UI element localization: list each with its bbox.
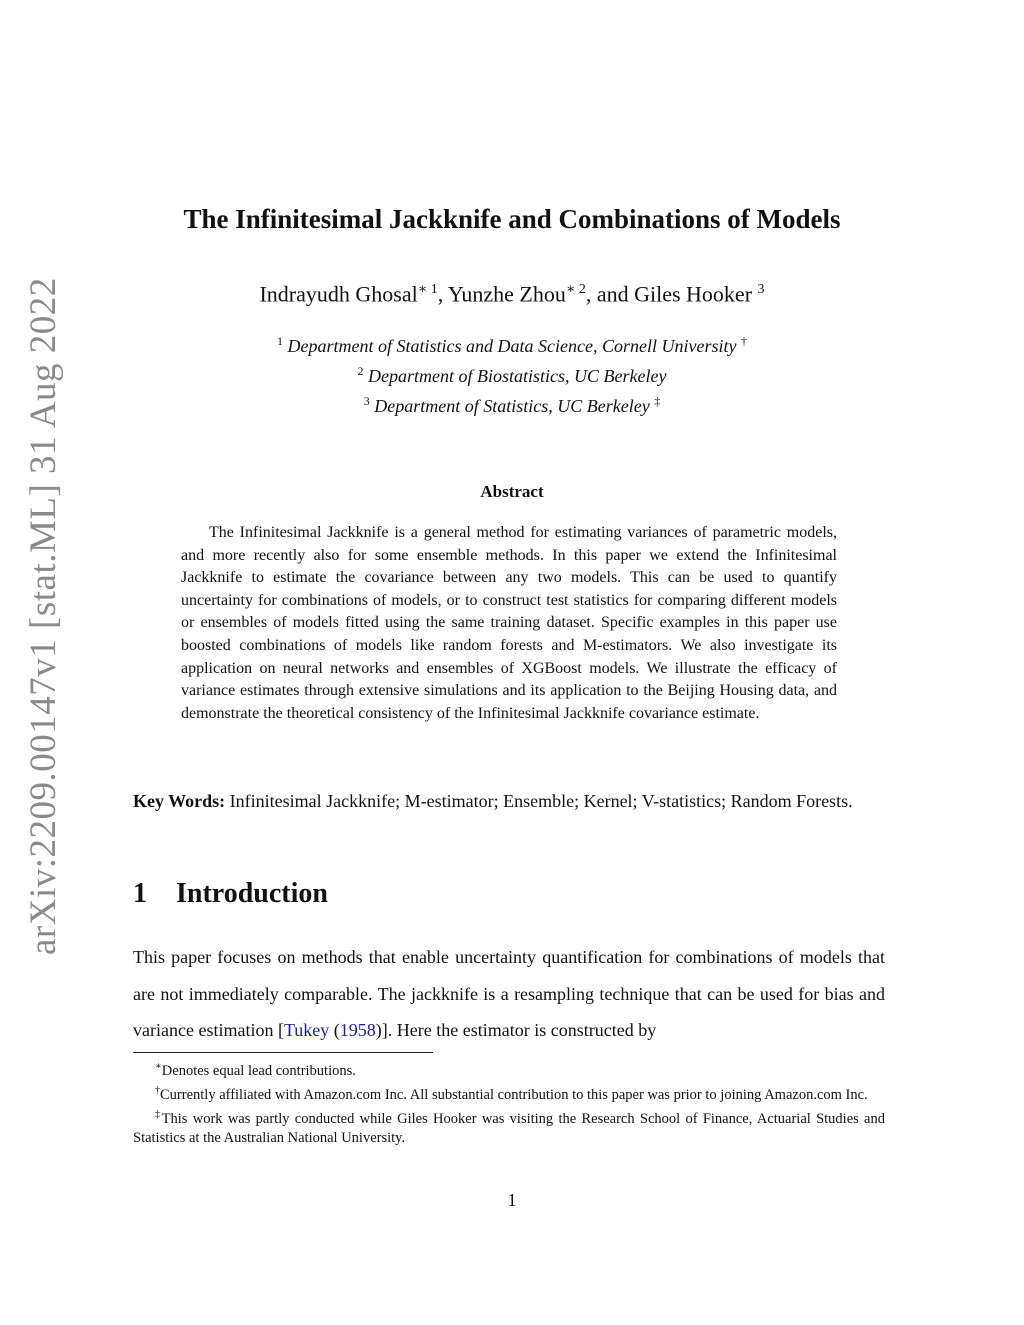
author-separator: , and	[585, 281, 635, 307]
affiliation-1	[0, 334, 1024, 357]
footnote-mark: †	[155, 1084, 160, 1096]
section-heading	[133, 878, 328, 910]
footnote-mark: ‡	[155, 1108, 162, 1120]
author-marks: ∗ 2	[565, 282, 586, 297]
intro-text-continued: )]. Here the estimator is constructed by	[375, 1020, 657, 1040]
abstract-body: The Infinitesimal Jackknife is a general method for estimating variances of parametric models, and more recently also for some ensemble methods. In this paper we extend the Infinitesimal Jackknife to estimate the covariance between any two models. This can be used to quantify uncertainty for combinations of models, or to construct test statistics for comparing different models or ensembles of models fitted using the same training dataset. Specific examples in this paper use boosted combinations of models like random forests and M-estimators. We also investigate its application on neural networks and ensembles of XGBoost models. We illustrate the efficacy of variance estimates through extensive simulations and its application to the Beijing Housing data, and demonstrate the theoretical consistency of the Infinitesimal Jackknife covariance estimate.	[181, 524, 837, 722]
author-list	[0, 281, 1024, 307]
author-name: Yunzhe Zhou	[447, 281, 566, 307]
section-title: Introduction	[176, 878, 328, 909]
footnote-text: Denotes equal lead contributions.	[161, 1062, 356, 1079]
section-number: 1	[133, 878, 147, 909]
affiliation-text: Department of Statistics and Data Science, Cornell University	[287, 336, 737, 356]
affiliation-number: 3	[363, 394, 370, 408]
author-name: Indrayudh Ghosal	[259, 281, 418, 307]
footnote-text: Currently affiliated with Amazon.com Inc. All substantial contribution to this paper was prior to joining Amazon.com Inc.	[160, 1086, 868, 1103]
arxiv-identifier-stamp: arXiv:2209.00147v1 [stat.ML] 31 Aug 2022	[23, 277, 64, 955]
affiliation-footnote-mark: †	[740, 334, 747, 348]
page-number: 1	[507, 1190, 517, 1210]
citation-year-link[interactable]: 1958	[339, 1020, 376, 1040]
footnote	[133, 1105, 885, 1149]
affiliation-footnote-mark: ‡	[654, 394, 661, 408]
author-marks: 3	[757, 282, 765, 297]
affiliation-text: Department of Biostatistics, UC Berkeley	[368, 366, 667, 386]
affiliation-3	[0, 394, 1024, 417]
keywords	[133, 784, 885, 818]
affiliation-text: Department of Statistics, UC Berkeley	[374, 396, 650, 416]
paper-title: The Infinitesimal Jackknife and Combinations of Models	[183, 204, 841, 234]
intro-text: This paper focuses on methods that enable uncertainty quantification for combinations of models that are not immediately comparable. The jackknife is a resampling technique that can be used for bias and variance estimation [	[133, 947, 885, 1040]
affiliation-number: 2	[357, 364, 364, 378]
footnote-rule	[133, 1052, 433, 1053]
footnote	[133, 1081, 885, 1105]
author-name: Giles Hooker	[634, 281, 753, 307]
intro-paragraph	[133, 939, 885, 1049]
footnote	[133, 1057, 885, 1081]
affiliation-2	[0, 364, 1024, 387]
keywords-label: Key Words:	[133, 791, 226, 811]
footnote-mark: ∗	[155, 1061, 162, 1072]
footnote-text: This work was partly conducted while Giles Hooker was visiting the Research School of Finance, Actuarial Studies and Statistics at the Australian National University.	[133, 1110, 885, 1147]
footnotes	[133, 1057, 885, 1148]
abstract-heading: Abstract	[480, 482, 544, 501]
citation-author-link[interactable]: Tukey	[283, 1020, 330, 1040]
citation-paren: (	[329, 1020, 340, 1040]
author-separator: ,	[437, 281, 448, 307]
keywords-text: Infinitesimal Jackknife; M-estimator; Ensemble; Kernel; V-statistics; Random Forests.	[225, 791, 853, 811]
author-marks: ∗ 1	[417, 282, 438, 297]
affiliation-number: 1	[277, 334, 284, 348]
